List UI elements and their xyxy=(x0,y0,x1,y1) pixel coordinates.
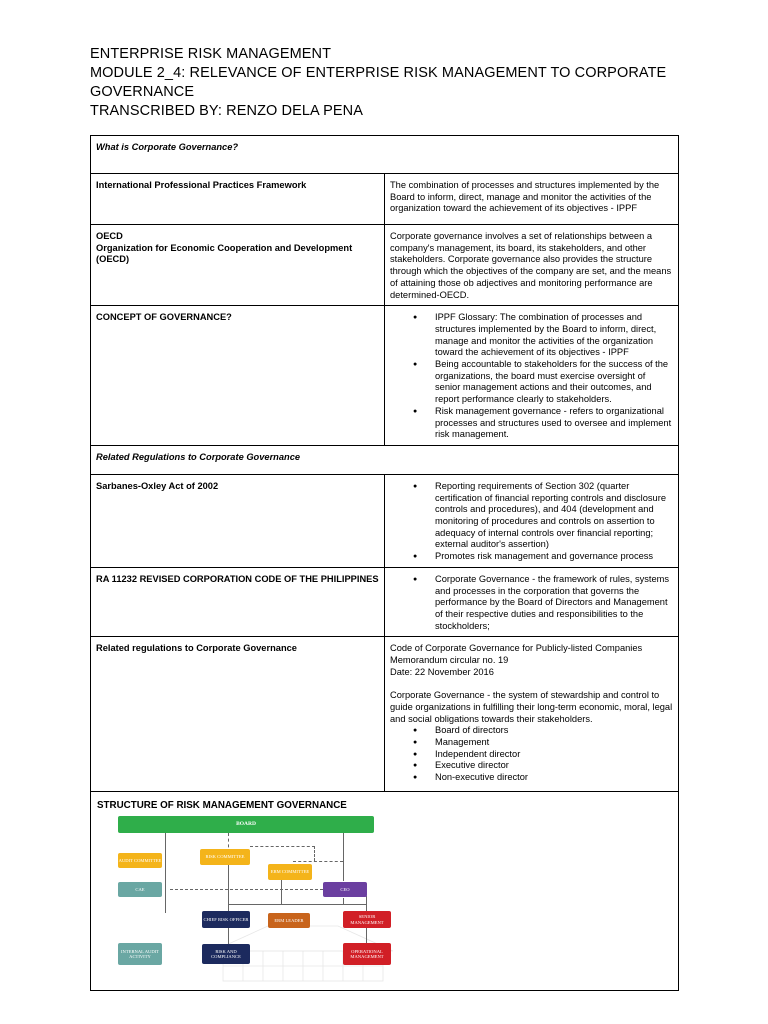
list-item: ● Reporting requirements of Section 302 (quarter certification of financial reporting controls and disclosure controls and procedures), and 404 (development and monitoring of procedures and controls on assertion to adequacy of internal controls over financial reporting; external auditor's assertion) xyxy=(435,481,673,551)
internal-audit-box: INTERNAL AUDIT ACTIVITY xyxy=(118,943,162,965)
row-bullets-ra11232 xyxy=(385,567,679,637)
row-label-ippf: International Professional Practices Framework xyxy=(91,174,385,225)
reg-line: Code of Corporate Governance for Publicly-listed Companies xyxy=(390,643,643,654)
operational-management-box: OPERATIONAL MANAGEMENT xyxy=(343,943,391,965)
section-title-what-is: What is Corporate Governance? xyxy=(91,136,679,174)
structure-title: STRUCTURE OF RISK MANAGEMENT GOVERNANCE xyxy=(97,800,347,812)
oecd-long: Organization for Economic Cooperation and Development (OECD) xyxy=(96,242,353,265)
header-line-2: MODULE 2_4: RELEVANCE OF ENTERPRISE RISK MANAGEMENT TO CORPORATE xyxy=(90,65,667,81)
list-item: ● Being accountable to stakeholders for the success of the organizations, the board must exercise oversight of senior management actions and their outcomes, and report performance clearly to stakeholders. xyxy=(435,359,673,406)
cae-box: CAE xyxy=(118,882,162,897)
list-item: ● Risk management governance - refers to organizational processes and structures used to oversee and implement risk management. xyxy=(435,406,673,441)
document-header xyxy=(90,45,690,121)
risk-committee-box: RISK COMMITTEE xyxy=(200,849,250,865)
row-text-ippf: The combination of processes and structures implemented by the Board to inform, direct, manage and monitor the activities of the organization toward the achievement of its objectives - IPPF xyxy=(385,174,679,225)
row-label-ra11232: RA 11232 REVISED CORPORATION CODE OF THE PHILIPPINES xyxy=(91,567,385,637)
oecd-short: OECD xyxy=(96,231,123,241)
list-item: ● Board of directors xyxy=(435,725,673,737)
list-item: ● Promotes risk management and governance process xyxy=(435,551,673,563)
row-label-related-regs: Related regulations to Corporate Governance xyxy=(91,637,385,792)
list-item: ● IPPF Glossary: The combination of processes and structures implemented by the Board to inform, direct, manage and monitor the activities of the organization toward the achievement of its objectives - IPPF xyxy=(435,312,673,359)
list-item: ● Non-executive director xyxy=(435,772,673,784)
row-text-oecd: Corporate governance involves a set of relationships between a company's management, its board, its stakeholders, and other stakeholders. Corporate governance also provides the structure through which the objectives of the company are set, and the means of attaining those ob adjectives and monitoring performance are determined-OECD. xyxy=(385,225,679,306)
row-bullets-sox xyxy=(385,474,679,567)
building-illustration xyxy=(208,891,398,986)
list-item: ● Corporate Governance - the framework of rules, systems and processes in the corporation that governs the performance by the Board of Directors and Management of their respective duties and responsibilities to the stockholders; xyxy=(435,574,673,633)
section-title-regulations: Related Regulations to Corporate Governance xyxy=(91,445,679,474)
board-box: BOARD xyxy=(118,816,374,833)
reg-line: Memorandum circular no. 19 xyxy=(390,655,509,666)
header-line-3: GOVERNANCE xyxy=(90,84,195,100)
row-label-oecd xyxy=(91,225,385,306)
reg-line: Date: 22 November 2016 xyxy=(390,666,494,677)
row-label-concept: CONCEPT OF GOVERNANCE? xyxy=(91,306,385,446)
audit-committee-box: AUDIT COMMITTEE xyxy=(118,853,162,868)
row-label-sox: Sarbanes-Oxley Act of 2002 xyxy=(91,474,385,567)
list-item: ● Independent director xyxy=(435,749,673,761)
ceo-box: CEO xyxy=(323,882,367,897)
row-content-related-regs xyxy=(385,637,679,792)
erm-leader-box: ERM LEADER xyxy=(268,913,310,928)
row-bullets-concept xyxy=(385,306,679,446)
structure-cell xyxy=(91,792,679,991)
chief-risk-officer-box: CHIEF RISK OFFICER xyxy=(202,911,250,928)
governance-table xyxy=(90,135,679,991)
list-item: ● Management xyxy=(435,737,673,749)
list-item: ● Executive director xyxy=(435,760,673,772)
reg-paragraph: Corporate Governance - the system of stewardship and control to guide organizations in fulfilling their long-term economic, moral, legal and social obligations towards their stakeholders. xyxy=(390,690,673,724)
org-chart xyxy=(118,816,408,986)
header-line-4: TRANSCRIBED BY: RENZO DELA PENA xyxy=(90,103,364,119)
risk-compliance-box: RISK AND COMPLIANCE xyxy=(202,944,250,964)
erm-committee-box: ERM COMMITTEE xyxy=(268,864,312,880)
header-line-1: ENTERPRISE RISK MANAGEMENT xyxy=(90,46,332,62)
senior-management-box: SENIOR MANAGEMENT xyxy=(343,911,391,928)
